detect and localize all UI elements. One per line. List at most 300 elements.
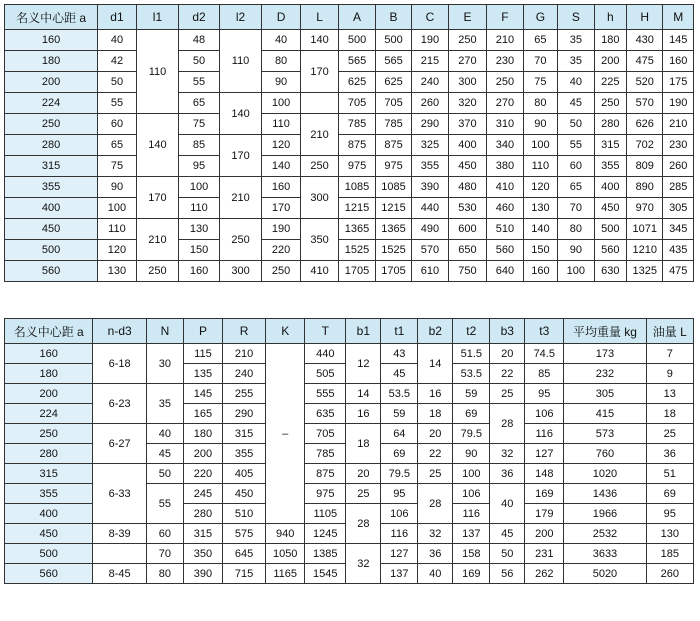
table2-header-3: P xyxy=(183,319,222,344)
table-cell: 120 xyxy=(262,135,301,156)
table-cell: 560 xyxy=(594,240,626,261)
table-cell: 90 xyxy=(453,444,490,464)
table-cell: 231 xyxy=(525,544,564,564)
table-row xyxy=(5,72,694,93)
table-cell: 530 xyxy=(448,198,487,219)
table-cell: 975 xyxy=(339,156,375,177)
table-cell: 1020 xyxy=(564,464,646,484)
table-cell: 250 xyxy=(219,219,262,261)
table-row xyxy=(5,344,694,364)
table-cell: 80 xyxy=(558,219,594,240)
table-cell: 1165 xyxy=(266,564,305,584)
table-cell: 137 xyxy=(453,524,490,544)
table-cell: 25 xyxy=(418,464,453,484)
table-cell: 160 xyxy=(5,30,98,51)
table-cell: 7 xyxy=(646,344,693,364)
table1-header-16: M xyxy=(663,5,694,30)
table2-header-10: t2 xyxy=(453,319,490,344)
table-cell: 65 xyxy=(98,135,137,156)
table-cell: 116 xyxy=(525,424,564,444)
table-cell: 290 xyxy=(222,404,265,424)
table-cell: 18 xyxy=(346,424,381,464)
table-cell: 200 xyxy=(5,384,93,404)
table-cell: 400 xyxy=(594,177,626,198)
table-cell: 702 xyxy=(627,135,663,156)
table-cell: 210 xyxy=(663,114,694,135)
table-cell: 50 xyxy=(179,51,220,72)
table1-header-1: d1 xyxy=(98,5,137,30)
table-cell: 60 xyxy=(558,156,594,177)
table-cell: 40 xyxy=(98,30,137,51)
table-cell: 315 xyxy=(5,156,98,177)
table-cell: 200 xyxy=(183,444,222,464)
table-cell: 35 xyxy=(558,30,594,51)
table-cell: 64 xyxy=(381,424,418,444)
table-cell: 440 xyxy=(412,198,448,219)
table2-header-4: R xyxy=(222,319,265,344)
table-cell: 110 xyxy=(136,30,179,114)
table-cell: 53.5 xyxy=(453,364,490,384)
table-cell: 305 xyxy=(663,198,694,219)
table-cell: 5020 xyxy=(564,564,646,584)
table-cell: 625 xyxy=(375,72,411,93)
table-cell: 875 xyxy=(339,135,375,156)
table-cell: 100 xyxy=(558,261,594,282)
table-cell: 100 xyxy=(453,464,490,484)
table-cell: 215 xyxy=(412,51,448,72)
table-cell: 140 xyxy=(300,30,339,51)
table-cell: 435 xyxy=(663,240,694,261)
table-cell: 45 xyxy=(558,93,594,114)
table-cell: 30 xyxy=(146,344,183,384)
table-cell: 560 xyxy=(487,240,523,261)
table-cell: 475 xyxy=(627,51,663,72)
table-cell: 55 xyxy=(98,93,137,114)
table-cell: 85 xyxy=(525,364,564,384)
table-cell: 440 xyxy=(305,344,346,364)
table-cell: 250 xyxy=(594,93,626,114)
table-cell: 500 xyxy=(375,30,411,51)
table-cell: 43 xyxy=(381,344,418,364)
table-cell: 80 xyxy=(262,51,301,72)
table-cell: 260 xyxy=(412,93,448,114)
table2-header-0: 名义中心距 a xyxy=(5,319,93,344)
table-cell: 18 xyxy=(418,404,453,424)
table-cell: 310 xyxy=(487,114,523,135)
table-cell: 626 xyxy=(627,114,663,135)
table-cell: 170 xyxy=(136,177,179,219)
table-cell: 565 xyxy=(375,51,411,72)
table-cell: 224 xyxy=(5,93,98,114)
table-cell: 270 xyxy=(448,51,487,72)
table-cell: 300 xyxy=(219,261,262,282)
table-cell: 53.5 xyxy=(381,384,418,404)
table-cell: 95 xyxy=(525,384,564,404)
table-cell: 116 xyxy=(453,504,490,524)
table-cell: 255 xyxy=(222,384,265,404)
table-row xyxy=(5,464,694,484)
table-row xyxy=(5,135,694,156)
table-cell: 90 xyxy=(558,240,594,261)
table-cell: 510 xyxy=(487,219,523,240)
table-cell: 220 xyxy=(183,464,222,484)
table-cell: 65 xyxy=(179,93,220,114)
table-cell: 340 xyxy=(487,135,523,156)
table-cell: 890 xyxy=(627,177,663,198)
table-cell: 22 xyxy=(490,364,525,384)
table-cell: 16 xyxy=(346,404,381,424)
table-cell: 13 xyxy=(646,384,693,404)
table-cell: 785 xyxy=(305,444,346,464)
table-cell: 115 xyxy=(183,344,222,364)
table-cell: 200 xyxy=(5,72,98,93)
table1-header-10: E xyxy=(448,5,487,30)
table-cell: 95 xyxy=(646,504,693,524)
dimension-table-2 xyxy=(4,318,694,584)
table-cell: 210 xyxy=(300,114,339,156)
table-cell: 180 xyxy=(183,424,222,444)
table-cell: 600 xyxy=(448,219,487,240)
table-cell: 232 xyxy=(564,364,646,384)
table-cell: 190 xyxy=(412,30,448,51)
table-cell: 220 xyxy=(262,240,301,261)
table-cell: 42 xyxy=(98,51,137,72)
table-cell: 170 xyxy=(262,198,301,219)
table-cell: 350 xyxy=(183,544,222,564)
table-row xyxy=(5,544,694,564)
table-cell: 22 xyxy=(418,444,453,464)
table2-header-12: t3 xyxy=(525,319,564,344)
table-cell: 625 xyxy=(339,72,375,93)
table-cell: 450 xyxy=(594,198,626,219)
table-cell: 32 xyxy=(418,524,453,544)
table-cell: 305 xyxy=(564,384,646,404)
table-cell: 120 xyxy=(523,177,557,198)
table-cell: 59 xyxy=(381,404,418,424)
table-cell: 140 xyxy=(136,114,179,177)
table-cell: 173 xyxy=(564,344,646,364)
table-cell: 45 xyxy=(490,524,525,544)
table-cell: 80 xyxy=(146,564,183,584)
table-cell: 130 xyxy=(646,524,693,544)
table1-header-4: l2 xyxy=(219,5,262,30)
table-cell: 75 xyxy=(98,156,137,177)
table-cell: 169 xyxy=(453,564,490,584)
table-cell: 390 xyxy=(412,177,448,198)
table-cell: 160 xyxy=(5,344,93,364)
table2-header-2: N xyxy=(146,319,183,344)
table-cell: 180 xyxy=(594,30,626,51)
table-cell: 325 xyxy=(412,135,448,156)
table-cell: 565 xyxy=(339,51,375,72)
table-cell: 150 xyxy=(179,240,220,261)
table-row xyxy=(5,240,694,261)
table-cell: 809 xyxy=(627,156,663,177)
table-cell: 18 xyxy=(646,404,693,424)
table-cell: 8-39 xyxy=(93,524,146,544)
table-cell: 1966 xyxy=(564,504,646,524)
table-cell: 450 xyxy=(5,219,98,240)
table-cell: 380 xyxy=(487,156,523,177)
table-cell: 430 xyxy=(627,30,663,51)
table-cell: 400 xyxy=(5,198,98,219)
table-cell: 300 xyxy=(448,72,487,93)
table-cell: 55 xyxy=(179,72,220,93)
table-cell: 280 xyxy=(594,114,626,135)
table-cell: – xyxy=(266,344,305,524)
table-cell: 610 xyxy=(412,261,448,282)
table-cell: 56 xyxy=(490,564,525,584)
table-cell: 179 xyxy=(525,504,564,524)
table-cell: 645 xyxy=(222,544,265,564)
table-cell: 250 xyxy=(300,156,339,177)
table-cell: 490 xyxy=(412,219,448,240)
table-cell: 705 xyxy=(305,424,346,444)
table-cell: 120 xyxy=(98,240,137,261)
table-cell: 260 xyxy=(646,564,693,584)
table-2-header-row xyxy=(5,319,694,344)
table-cell: 130 xyxy=(98,261,137,282)
table-cell: 51 xyxy=(646,464,693,484)
table-cell: 630 xyxy=(594,261,626,282)
table-cell: 1436 xyxy=(564,484,646,504)
table-cell: 110 xyxy=(179,198,220,219)
table1-header-8: B xyxy=(375,5,411,30)
table-cell: 69 xyxy=(381,444,418,464)
table-cell: 705 xyxy=(375,93,411,114)
table-cell: 405 xyxy=(222,464,265,484)
table-cell: 116 xyxy=(381,524,418,544)
table-cell: 355 xyxy=(412,156,448,177)
table-cell: 460 xyxy=(487,198,523,219)
table-row xyxy=(5,30,694,51)
table2-header-11: b3 xyxy=(490,319,525,344)
table1-header-3: d2 xyxy=(179,5,220,30)
table-cell: 575 xyxy=(222,524,265,544)
table-cell: 1071 xyxy=(627,219,663,240)
table-cell: 785 xyxy=(339,114,375,135)
table-cell: 106 xyxy=(525,404,564,424)
table-cell: 36 xyxy=(418,544,453,564)
table-cell: 640 xyxy=(487,261,523,282)
table-cell: 570 xyxy=(412,240,448,261)
table-cell: 36 xyxy=(646,444,693,464)
table-cell: 315 xyxy=(183,524,222,544)
table-cell: 230 xyxy=(663,135,694,156)
table-cell: 560 xyxy=(5,261,98,282)
table-cell: 36 xyxy=(490,464,525,484)
table-cell: 1545 xyxy=(305,564,346,584)
table-cell: 1365 xyxy=(339,219,375,240)
table1-header-0: 名义中心距 a xyxy=(5,5,98,30)
table-cell: 190 xyxy=(262,219,301,240)
table-cell: 270 xyxy=(487,93,523,114)
dimension-table-1 xyxy=(4,4,694,282)
table-cell: 150 xyxy=(523,240,557,261)
table1-header-2: l1 xyxy=(136,5,179,30)
table-cell: 180 xyxy=(5,364,93,384)
table-cell: 8-45 xyxy=(93,564,146,584)
table-cell: 25 xyxy=(346,484,381,504)
table-cell: 110 xyxy=(98,219,137,240)
table-cell: 390 xyxy=(183,564,222,584)
table-cell: 1050 xyxy=(266,544,305,564)
table-cell: 1105 xyxy=(305,504,346,524)
table-cell: 1705 xyxy=(339,261,375,282)
table-cell: 75 xyxy=(523,72,557,93)
table-cell: 573 xyxy=(564,424,646,444)
table-cell: 350 xyxy=(300,219,339,261)
table-cell: 280 xyxy=(5,444,93,464)
table-cell: 210 xyxy=(136,219,179,261)
table-cell: 1385 xyxy=(305,544,346,564)
table-cell: 1215 xyxy=(339,198,375,219)
table-cell: 6-23 xyxy=(93,384,146,424)
table-cell: 69 xyxy=(646,484,693,504)
table-cell: 70 xyxy=(146,544,183,564)
table-cell: 48 xyxy=(179,30,220,51)
table-cell: 169 xyxy=(525,484,564,504)
table-row xyxy=(5,384,694,404)
table-cell: 28 xyxy=(346,504,381,544)
table-cell: 79.5 xyxy=(381,464,418,484)
table-cell: 165 xyxy=(183,404,222,424)
table-cell: 240 xyxy=(412,72,448,93)
table-cell: 6-27 xyxy=(93,424,146,464)
table-row xyxy=(5,51,694,72)
table-cell: 40 xyxy=(262,30,301,51)
table-cell: 145 xyxy=(663,30,694,51)
table-cell: 90 xyxy=(523,114,557,135)
table-cell: 200 xyxy=(594,51,626,72)
table2-header-1: n-d3 xyxy=(93,319,146,344)
table1-header-11: F xyxy=(487,5,523,30)
table-cell: 2532 xyxy=(564,524,646,544)
table1-header-12: G xyxy=(523,5,557,30)
table-cell: 260 xyxy=(663,156,694,177)
table-cell: 1325 xyxy=(627,261,663,282)
table-cell: 20 xyxy=(490,344,525,364)
table-cell: 505 xyxy=(305,364,346,384)
table-cell: 750 xyxy=(448,261,487,282)
table-cell: 262 xyxy=(525,564,564,584)
table-cell: 28 xyxy=(490,404,525,444)
table-cell: 250 xyxy=(262,261,301,282)
table-cell xyxy=(93,544,146,564)
table1-header-7: A xyxy=(339,5,375,30)
table-cell: 110 xyxy=(523,156,557,177)
table-cell: 760 xyxy=(564,444,646,464)
table-cell: 705 xyxy=(339,93,375,114)
table1-header-5: D xyxy=(262,5,301,30)
table-cell: 127 xyxy=(381,544,418,564)
table-cell: 3633 xyxy=(564,544,646,564)
table-cell: 320 xyxy=(448,93,487,114)
table-cell: 475 xyxy=(663,261,694,282)
table-cell: 95 xyxy=(381,484,418,504)
table2-header-7: b1 xyxy=(346,319,381,344)
table-cell: 400 xyxy=(5,504,93,524)
table-cell: 6-33 xyxy=(93,464,146,524)
table-cell: 40 xyxy=(490,484,525,524)
table-cell: 560 xyxy=(5,564,93,584)
table-cell: 110 xyxy=(219,30,262,93)
table-cell: 100 xyxy=(262,93,301,114)
table-cell: 158 xyxy=(453,544,490,564)
table-cell: 450 xyxy=(448,156,487,177)
table-cell: 35 xyxy=(146,384,183,424)
table-cell: 500 xyxy=(5,240,98,261)
table-cell: 355 xyxy=(222,444,265,464)
table-cell: 32 xyxy=(346,544,381,584)
table-cell: 210 xyxy=(219,177,262,219)
table-cell: 106 xyxy=(381,504,418,524)
table-cell: 280 xyxy=(183,504,222,524)
table-cell: 170 xyxy=(219,135,262,177)
table-cell: 65 xyxy=(523,30,557,51)
table-cell: 9 xyxy=(646,364,693,384)
table2-header-14: 油量 L xyxy=(646,319,693,344)
table-cell: 1215 xyxy=(375,198,411,219)
table-cell: 940 xyxy=(266,524,305,544)
table-cell: 415 xyxy=(564,404,646,424)
table-cell: 410 xyxy=(300,261,339,282)
table-cell: 1525 xyxy=(375,240,411,261)
table-cell: 25 xyxy=(490,384,525,404)
table-cell: 975 xyxy=(375,156,411,177)
table-cell: 127 xyxy=(525,444,564,464)
table-cell: 570 xyxy=(627,93,663,114)
table-cell: 75 xyxy=(179,114,220,135)
table-cell: 45 xyxy=(146,444,183,464)
table-cell: 70 xyxy=(558,198,594,219)
table-cell: 51.5 xyxy=(453,344,490,364)
table-cell: 1525 xyxy=(339,240,375,261)
table-cell: 250 xyxy=(136,261,179,282)
table-cell: 40 xyxy=(146,424,183,444)
table-cell: 230 xyxy=(487,51,523,72)
table-cell: 225 xyxy=(594,72,626,93)
table-cell: 20 xyxy=(418,424,453,444)
table-cell: 85 xyxy=(179,135,220,156)
table-cell: 555 xyxy=(305,384,346,404)
table-cell: 140 xyxy=(219,93,262,135)
table-cell: 285 xyxy=(663,177,694,198)
table-cell: 520 xyxy=(627,72,663,93)
table-cell: 1210 xyxy=(627,240,663,261)
table-cell: 1245 xyxy=(305,524,346,544)
table-cell: 79.5 xyxy=(453,424,490,444)
table-cell: 35 xyxy=(558,51,594,72)
table-cell: 20 xyxy=(346,464,381,484)
table-cell: 355 xyxy=(594,156,626,177)
table-cell: 500 xyxy=(5,544,93,564)
table-row xyxy=(5,219,694,240)
table-cell: 240 xyxy=(222,364,265,384)
table-cell: 200 xyxy=(525,524,564,544)
table-cell: 70 xyxy=(523,51,557,72)
table-cell: 300 xyxy=(300,177,339,219)
table-row xyxy=(5,93,694,114)
table-cell: 355 xyxy=(5,484,93,504)
table-cell: 59 xyxy=(453,384,490,404)
table2-header-5: K xyxy=(266,319,305,344)
table-row xyxy=(5,198,694,219)
table-cell: 185 xyxy=(646,544,693,564)
table-cell: 175 xyxy=(663,72,694,93)
table-cell: 210 xyxy=(222,344,265,364)
table-cell: 50 xyxy=(98,72,137,93)
